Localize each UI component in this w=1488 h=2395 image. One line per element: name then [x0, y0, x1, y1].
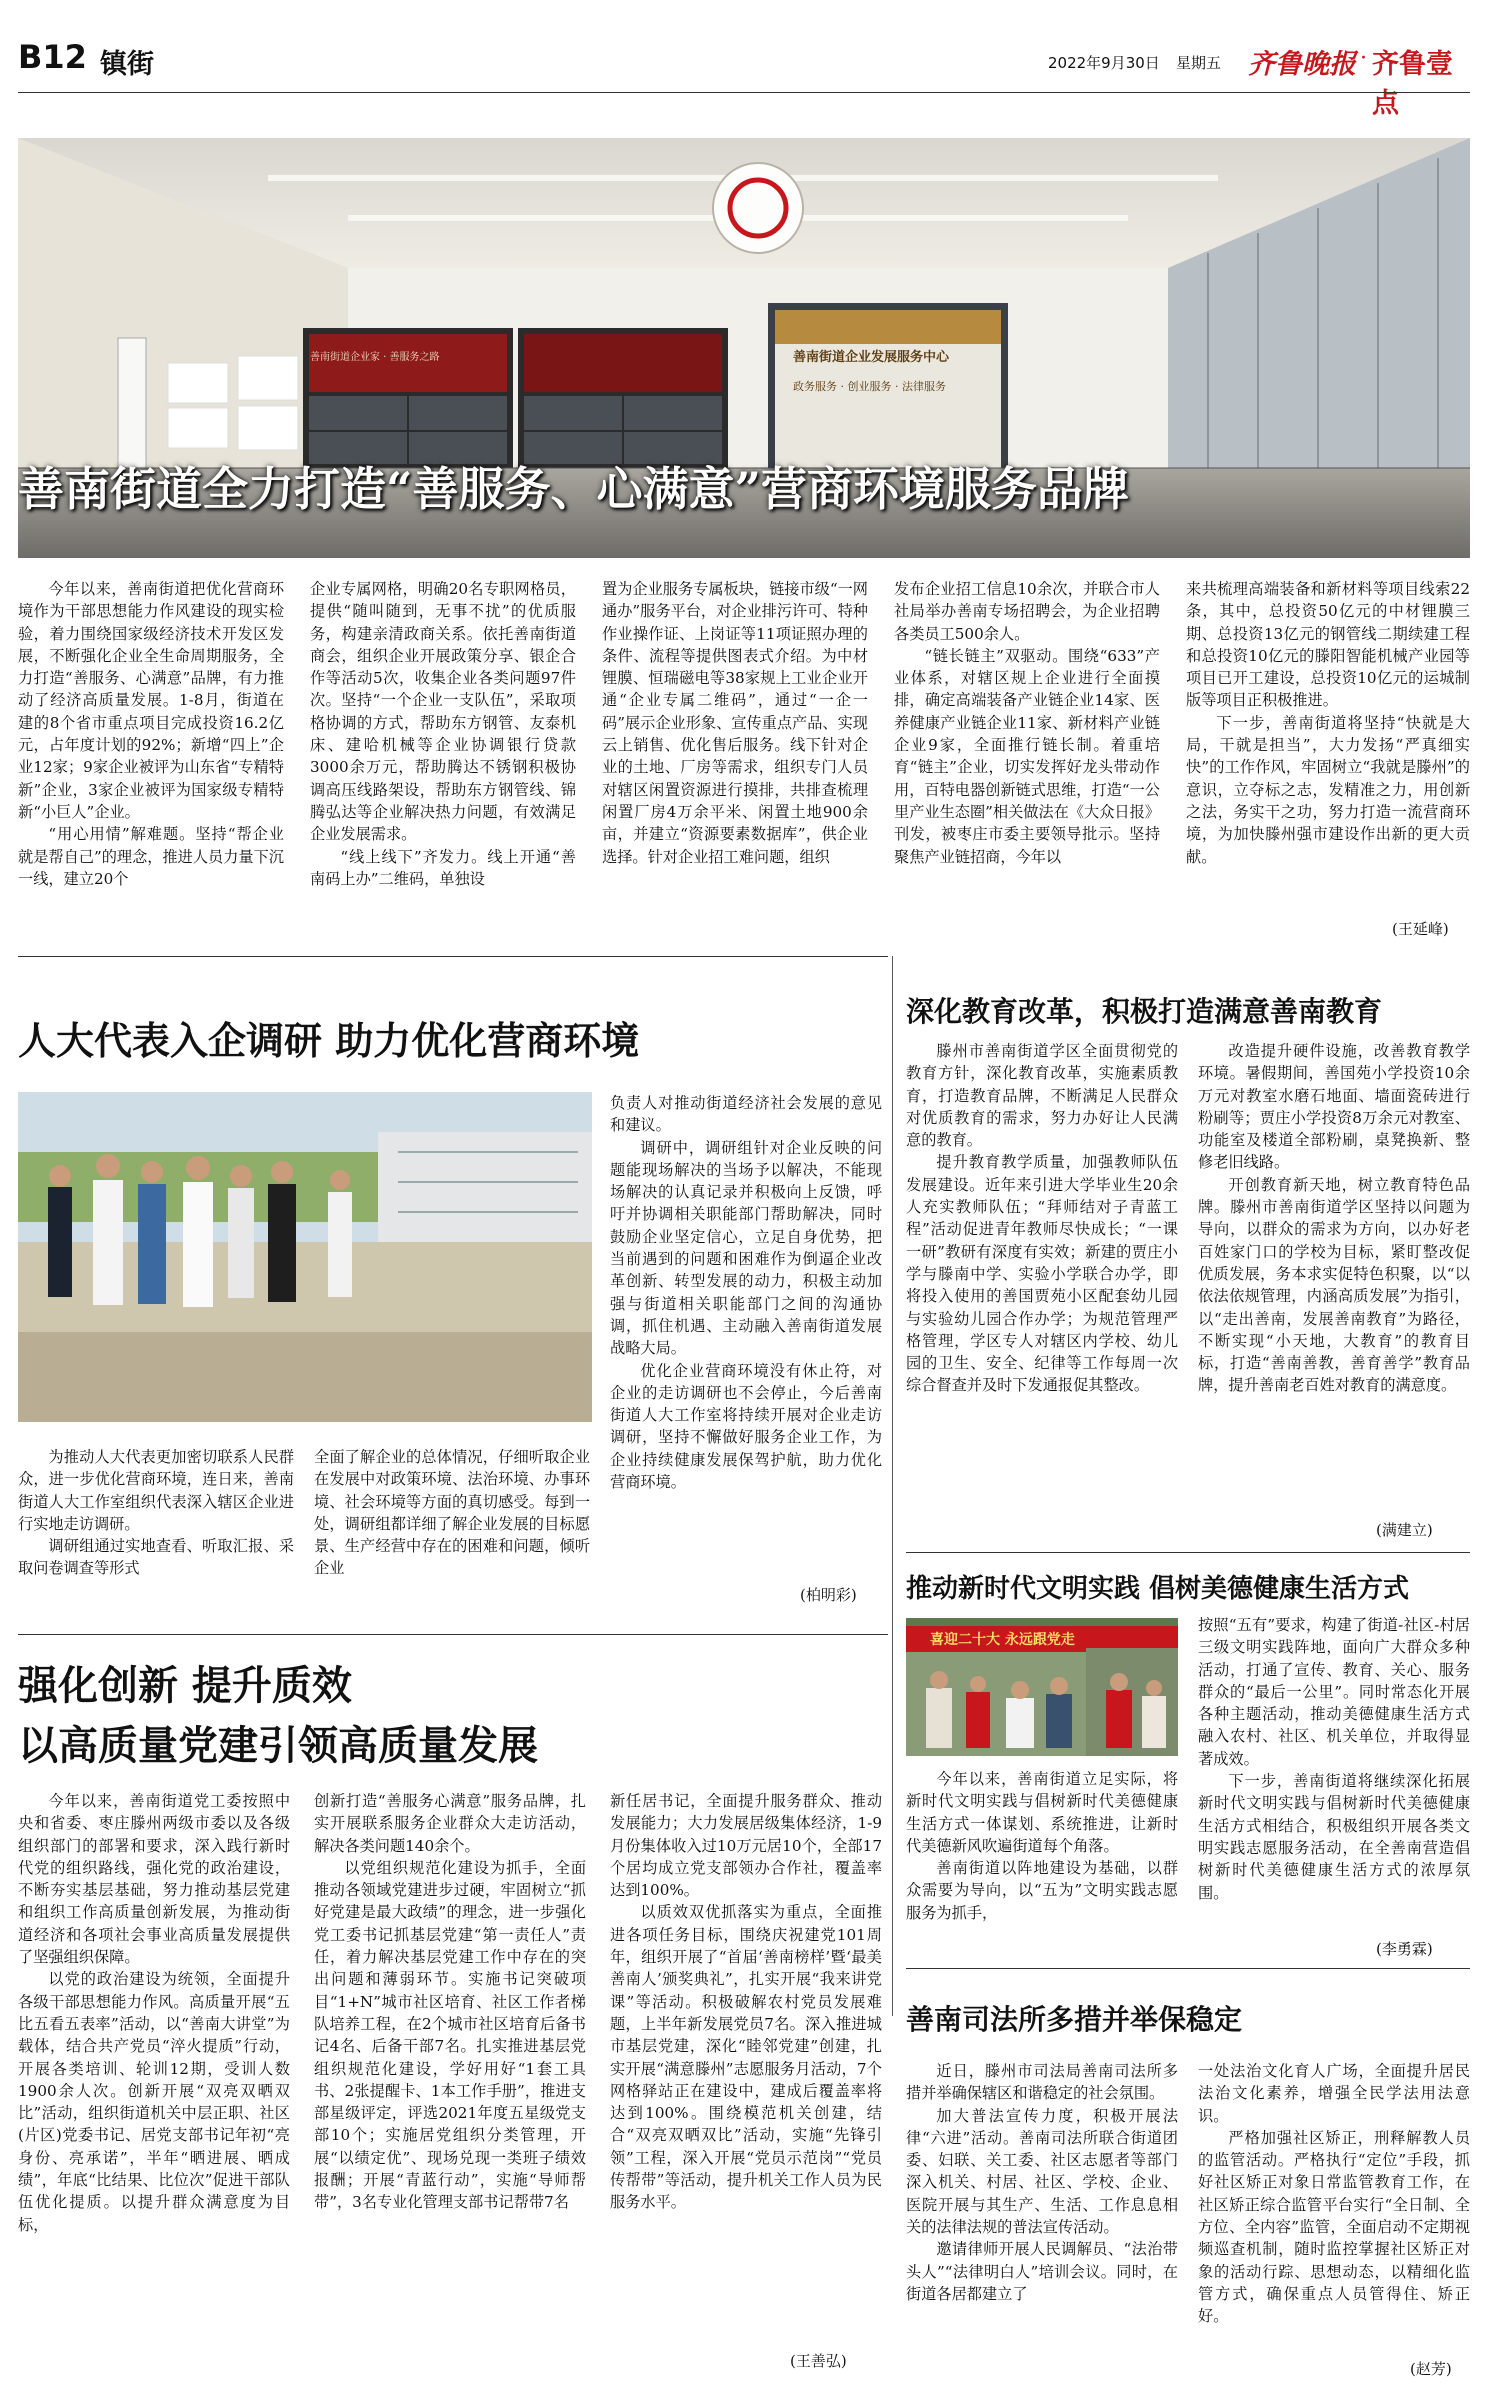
- paragraph: 下一步，善南街道将继续深化拓展新时代文明实践与倡树新时代美德健康生活方式相结合，积极组织开展各类文明实践志愿服务活动，在全善南营造倡树新时代美德健康生活方式的浓厚氛围。: [1198, 1772, 1470, 1902]
- paragraph: 下一步，善南街道将坚持“快就是大局，干就是担当”，大力发扬“严真细实快”的工作作风，牢固树立“我就是滕州”的意识，立夺标之志，发精准之力，用创新之法，务实干之功，努力打造一流营商环境，为加快滕州强市建设作出新的更大贡献。: [1186, 713, 1470, 866]
- civility-column-2: [1198, 1614, 1470, 1959]
- paragraph: 一处法治文化育人广场，全面提升居民法治文化素养，增强全民学法用法意识。: [1198, 2062, 1470, 2125]
- judicial-title: 善南司法所多措并举保稳定: [906, 2003, 1243, 2036]
- section-divider: [906, 1552, 1470, 1553]
- paragraph: 今年以来，善南街道党工委按照中央和省委、枣庄滕州两级市委以及各级组织部门的部署和要求，深入践行新时代党的组织路线，强化党的政治建设，不断夯实基层基础，努力推动基层党建和组织工作高质量创新发展，为推动街道经济和各项社会事业高质量发展提供了坚强组织保障。: [18, 1792, 290, 1967]
- paragraph: 新任居书记，全面提升服务群众、推动发展能力；大力发展居级集体经济，1-9月份集体收入过10万元居10个，全部17个居均成立党支部领办合作社，覆盖率达到100%。: [610, 1792, 882, 1900]
- paragraph: 按照“五有”要求，构建了街道-社区-村居三级文明实践阵地，面向广大群众多种活动，打通了宣传、教育、关心、服务群众的“最后一公里”。同时常态化开展各种主题活动，推动美德健康生活方式融入农村、社区、机关单位，并取得显著成效。: [1198, 1616, 1470, 1768]
- civility-photo-banner: 喜迎二十大 永远跟党走: [930, 1632, 1075, 1648]
- lead-title: 善南街道全力打造“善服务、心满意”营商环境服务品牌: [18, 462, 1129, 516]
- party-column-1: [18, 1790, 290, 2365]
- party-column-2: [314, 1790, 586, 2365]
- paragraph: 发布企业招工信息10余次，并联合市人社局举办善南专场招聘会，为企业招聘各类员工500余人。: [894, 580, 1160, 643]
- npc-byline: (柏明彩): [800, 1586, 857, 1604]
- paragraph: 加大普法宣传力度，积极开展法律“六进”活动。善南司法所联合街道团委、妇联、关工委、社区志愿者等部门深入机关、村居、社区、学校、企业、医院开展与其生产、生活、工作息息相关的法律法规的普法宣传活动。: [906, 2106, 1178, 2237]
- paragraph: 来共梳理高端装备和新材料等项目线索22条，其中，总投资50亿元的中材锂膜三期、总投资13亿元的钢管线二期续建工程和总投资10亿元的滕阳智能机械产业园等项目已开工建设，总投资10亿元的运城制版等项目正积极推进。: [1186, 580, 1470, 710]
- party-title-line-1: 强化创新 提升质效: [18, 1662, 352, 1709]
- section-divider: [906, 1968, 1470, 1969]
- paragraph: 以党的政治建设为统领，全面提升各级干部思想能力作风。高质量开展“五比五看五表率”活动，以“善南大讲堂”为载体，结合共产党员“淬火提质”行动，开展各类培训、轮训12期，受训人数1900余人次。创新开展“双亮双晒双比”活动，组织街道机关中层正职、社区(片区)党委书记、居党支部书记年初“亮身份、亮承诺”，半年“晒进展、晒成绩”，年底“比结果、比位次”促进干部队伍优化提质。以提升群众满意度为目标，: [18, 1970, 290, 2234]
- paragraph: 企业专属网格，明确20名专职网格员，提供“随叫随到，无事不扰”的优质服务，构建亲清政商关系。依托善南街道商会，组织企业开展政策分享、银企合作等活动5次，收集企业各类问题97件次。坚持“一个企业一支队伍”，采取项格协调的方式，帮助东方钢管、友泰机床、建哈机械等企业协调银行贷款3000余万元，帮助腾达不锈钢积极协调高压线路架设，帮助东方钢管线、锦腾弘达等企业解决热力问题，有效满足企业发展需求。: [310, 580, 576, 844]
- section-divider: [18, 956, 888, 957]
- npc-title: 人大代表入企调研 助力优化营商环境: [18, 1018, 640, 1063]
- lead-photo: [18, 138, 1470, 558]
- paragraph: 善南街道以阵地建设为基础，以群众需要为导向，以“五为”文明实践志愿服务为抓手，: [906, 1859, 1178, 1922]
- masthead-rule: [18, 92, 1470, 93]
- npc-column-2: [314, 1446, 590, 1626]
- paragraph: 置为企业服务专属板块，链接市级“一网通办”服务平台，对企业排污许可、特种作业操作证、上岗证等11项证照办理的条件、流程等提供图表式介绍。为中材锂膜、恒瑞磁电等38家规上工业企业开通“企业专属二维码”，通过“一企一码”展示企业形象、宣传重点产品、实现云上销售、优化售后服务。线下针对企业的土地、厂房等需求，组织专门人员对辖区闲置资源进行摸排，共排查梳理闲置厂房4万余平米、闲置土地900余亩，并建立“资源要素数据库”，供企业选择。针对企业招工难问题，组织: [602, 580, 868, 866]
- npc-column-3: [610, 1092, 882, 1612]
- education-byline: (满建立): [1376, 1521, 1433, 1539]
- issue-weekday: 星期五: [1176, 54, 1222, 72]
- party-title-line-2: 以高质量党建引领高质量发展: [18, 1722, 538, 1769]
- paragraph: 为推动人大代表更加密切联系人民群众，进一步优化营商环境，连日来，善南街道人大工作室组织代表深入辖区企业进行实地走访调研。: [18, 1448, 294, 1533]
- section-divider: [18, 1634, 888, 1635]
- education-column-1: [906, 1040, 1178, 1540]
- lead-column-2: [310, 578, 576, 938]
- npc-photo: [18, 1092, 592, 1422]
- paper-logo: 齐鲁晚报: [1248, 49, 1356, 80]
- paragraph: 负责人对推动街道经济社会发展的意见和建议。: [610, 1094, 882, 1135]
- paragraph: 严格加强社区矫正，刑释解教人员的监管活动。严格执行“定位”手段，抓好社区矫正对象日常监管教育工作，在社区矫正综合监管平台实行“全日制、全方位、全内容”监管，全面启动不定期视频巡查机制，随时监控掌握社区矫正对象的活动行踪、思想动态，以精细化监管方式，确保重点人员管得住、矫正好。: [1198, 2128, 1470, 2326]
- paragraph: 今年以来，善南街道把优化营商环境作为干部思想能力作风建设的现实检验，着力围绕国家级经济技术开发区发展，不断强化企业全生命周期服务，全力打造“善服务、心满意”品牌，有力推动了经济高质量发展。1-8月，街道在建的8个省市重点项目完成投资16.2亿元，占年度计划的92%；新增“四上”企业12家；9家企业被评为山东省“专精特新”企业，3家企业被评为国家级专精特新“小巨人”企业。: [18, 580, 284, 821]
- paragraph: 调研中，调研组针对企业反映的问题能现场解决的当场予以解决，不能现场解决的认真记录并积极向上反馈，呼吁并协调相关职能部门帮助解决，同时鼓励企业坚定信心，立足自身优势，把当前遇到的问题和困难作为倒逼企业改革创新、转型发展的动力，积极主动加强与街道相关职能部门之间的沟通协调，抓住机遇、主动融入善南街道发展战略大局。: [610, 1138, 882, 1358]
- paragraph: 创新打造“善服务心满意”服务品牌，扎实开展联系服务企业群众大走访活动，解决各类问题140余个。: [314, 1792, 586, 1855]
- education-title: 深化教育改革，积极打造满意善南教育: [906, 995, 1383, 1028]
- paragraph: 邀请律师开展人民调解员、“法治带头人”“法律明白人”培训会议。同时，在街道各居都建立了: [906, 2240, 1178, 2303]
- lead-byline: (王延峰): [1392, 920, 1449, 938]
- paragraph: 今年以来，善南街道立足实际，将新时代文明实践与倡树新时代美德健康生活方式一体谋划、系统推进，让新时代美德新风吹遍街道每个角落。: [906, 1770, 1178, 1855]
- lead-sign-center: 善南街道企业发展服务中心: [793, 350, 950, 365]
- civility-title: 推动新时代文明实践 倡树美德健康生活方式: [906, 1574, 1410, 1604]
- lead-column-1: [18, 578, 284, 938]
- lead-column-4: [894, 578, 1160, 938]
- education-column-2: [1198, 1040, 1470, 1540]
- civility-photo: [906, 1618, 1178, 1756]
- lead-column-3: [602, 578, 868, 938]
- party-byline: (王善弘): [790, 2352, 847, 2370]
- paragraph: 以质效双优抓落实为重点，全面推进各项任务目标，围绕庆祝建党101周年，组织开展了“首届‘善南榜样’暨‘最美善南人’颁奖典礼”，扎实开展“我来讲党课”等活动。积极破解农村党员发展难题，上半年新发展党员7名。深入推进城市基层党建，深化“睦邻党建”创建，扎实开展“满意滕州”志愿服务月活动，7个网格驿站正在建设中，建成后覆盖率将达到100%。围绕模范机关创建，结合“双亮双晒双比”活动，实施“先锋引领”工程，深入开展“党员示范岗”“党员传帮带”等活动，提升机关工作人员为民服务水平。: [610, 1903, 882, 2212]
- lead-column-5: [1186, 578, 1470, 938]
- paragraph: 开创教育新天地，树立教育特色品牌。滕州市善南街道学区坚持以问题为导向，以群众的需求为方向，以办好老百姓家门口的学校为目标，紧盯整改促优质发展，务本求实促特色积聚，以“以依法依规管理，内涵高质发展”为指引，以“走出善南，发展善南教育”为路径，不断实现“小天地，大教育”的教育目标，打造“善南善教，善育善学”教育品牌，提升善南老百姓对教育的满意度。: [1198, 1175, 1470, 1395]
- paragraph: 提升教育教学质量，加强教师队伍发展建设。近年来引进大学毕业生20余人充实教师队伍；“拜师结对子青蓝工程”活动促进青年教师尽快成长；“一课一研”教研有深度有实效；新建的贾庄小学与滕南中学、实验小学联合办学，即将投入使用的善国贾苑小区配套幼儿园与实验幼儿园合作办学；为规范管理严格管理，学区专人对辖区内学校、幼儿园的卫生、安全、纪律等工作每周一次综合督查并及时下发通报促其整改。: [906, 1153, 1178, 1395]
- lead-sign-bottom: 政务服务 · 创业服务 · 法律服务: [793, 380, 946, 393]
- paragraph: 滕州市善南街道学区全面贯彻党的教育方针，深化教育改革，实施素质教育，打造教育品牌，不断满足人民群众对优质教育的需求，努力办好让人民满意的教育。: [906, 1042, 1178, 1150]
- paragraph: 全面了解企业的总体情况，仔细听取企业在发展中对政策环境、法治环境、办事环境、社会环境等方面的真切感受。每到一处，调研组都详细了解企业发展的目标愿景、生产经营中存在的困难和问题，倾听企业: [314, 1448, 590, 1578]
- masthead: [18, 30, 1470, 119]
- paragraph: 改造提升硬件设施，改善教育教学环境。暑假期间，善国苑小学投资10余万元对教室水磨石地面、墙面瓷砖进行粉刷等；贾庄小学投资8万余元对教室、功能室及楼道全部粉刷，桌凳换新、整修老旧线路。: [1198, 1042, 1470, 1172]
- judicial-column-2: [1198, 2060, 1470, 2360]
- judicial-column-1: [906, 2060, 1178, 2380]
- paragraph: “线上线下”齐发力。线上开通“善南码上办”二维码，单独设: [310, 847, 576, 888]
- paragraph: 优化企业营商环境没有休止符，对企业的走访调研也不会停止，今后善南街道人大工作室将持续开展对企业走访调研，坚持不懈做好服务企业工作，为企业持续健康发展保驾护航，助力优化营商环境。: [610, 1361, 882, 1492]
- paragraph: 调研组通过实地查看、听取汇报、采取问卷调查等形式: [18, 1537, 294, 1578]
- civility-column-1: [906, 1768, 1178, 1948]
- paragraph: “链长链主”双驱动。围绕“633”产业体系，对辖区规上企业进行全面摸排，确定高端装备产业链企业14家、医养健康产业链企业11家、新材料产业链企业9家，全面推行链长制。着重培育“链主”企业，切实发挥好龙头带动作用，百特电器创新链式思维，打造“一公里产业生态圈”相关做法在《大众日报》刊发，被枣庄市委主要领导批示。坚持聚焦产业链招商，今年以: [894, 646, 1160, 866]
- issue-date: 2022年9月30日: [1048, 54, 1160, 72]
- civility-byline: (李勇霖): [1376, 1940, 1433, 1958]
- logo-separator: ·: [1360, 46, 1367, 71]
- lead-sign-left: 善南街道企业家 · 善服务之路: [310, 352, 440, 363]
- npc-column-1: [18, 1446, 294, 1626]
- site-visit-illustration: [18, 1092, 592, 1422]
- page-number: B12: [18, 38, 87, 76]
- paragraph: 以党组织规范化建设为抓手，全面推动各领域党建进步过硬，牢固树立“抓好党建是最大政绩”的理念，进一步强化党工委书记抓基层党建“第一责任人”责任，着力解决基层党建工作中存在的突出问题和薄弱环节。实施书记突破项目“1+N”城市社区培育、社区工作者梯队培养工程，在2个城市社区培育后备书记4名、后备干部7名。扎实推进基层党组织规范化建设，学好用好“1套工具书、2张提醒卡、1本工作手册”，推进支部星级评定，评选2021年度五星级党支部10个；实施居党组织分类管理，开展“以绩定优”、现场兑现一类班子绩效报酬；开展“青蓝行动”，实施“导师帮带”，3名专业化管理支部书记帮带7名: [314, 1858, 586, 2212]
- paragraph: “用心用情”解难题。坚持“帮企业就是帮自己”的理念，推进人员力量下沉一线，建立20个: [18, 825, 284, 888]
- paragraph: 近日，滕州市司法局善南司法所多措并举确保辖区和谐稳定的社会氛围。: [906, 2062, 1178, 2103]
- judicial-byline: (赵芳): [1410, 2360, 1452, 2378]
- column-divider: [892, 956, 893, 2016]
- brand-logo: 齐鲁壹点: [1372, 49, 1453, 119]
- party-column-3: [610, 1790, 882, 2350]
- section-name: 镇街: [100, 49, 154, 80]
